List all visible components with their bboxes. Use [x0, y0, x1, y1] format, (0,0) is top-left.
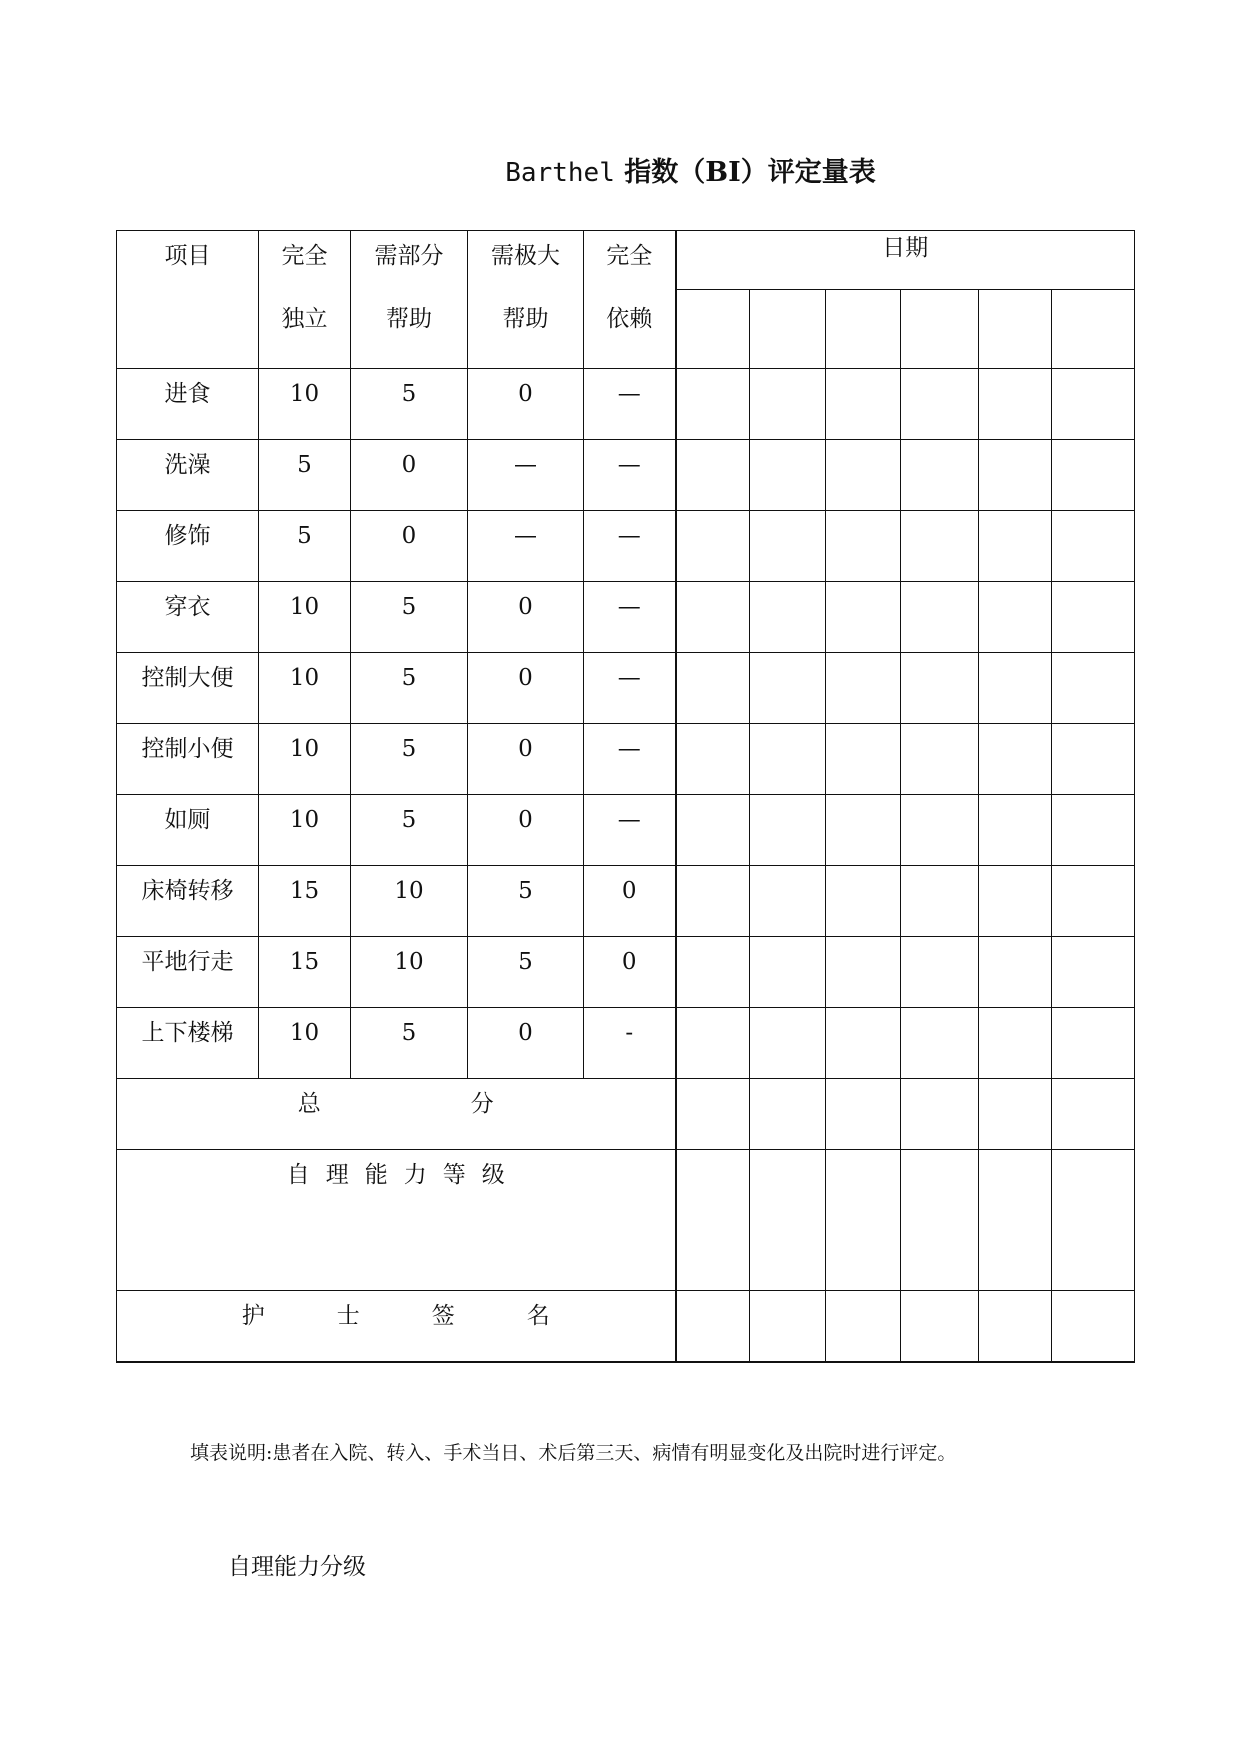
item-name: 上下楼梯 [117, 1008, 259, 1079]
item-name: 控制小便 [117, 724, 259, 795]
date-cell[interactable] [979, 290, 1052, 369]
table-row [117, 369, 1135, 440]
score-entry-cell[interactable] [979, 582, 1052, 653]
table-row [117, 866, 1135, 937]
score-entry-cell[interactable] [1052, 653, 1135, 724]
score-entry-cell[interactable] [676, 937, 750, 1008]
item-name: 进食 [117, 369, 259, 440]
barthel-table [116, 230, 1135, 1363]
score-entry-cell[interactable] [1052, 866, 1135, 937]
score-entry-cell[interactable] [979, 1008, 1052, 1079]
score-entry-cell[interactable] [750, 440, 826, 511]
score-option: 5 [468, 937, 584, 1008]
score-option: 0 [351, 440, 468, 511]
score-option: - [584, 1008, 676, 1079]
score-option: 15 [259, 937, 351, 1008]
score-entry-cell[interactable] [979, 795, 1052, 866]
score-entry-cell[interactable] [676, 795, 750, 866]
score-entry-cell[interactable] [676, 1008, 750, 1079]
table-row [117, 1008, 1135, 1079]
score-entry-cell[interactable] [750, 369, 826, 440]
score-option: 5 [351, 582, 468, 653]
score-option: 5 [351, 724, 468, 795]
score-entry-cell[interactable] [826, 369, 901, 440]
item-name: 修饰 [117, 511, 259, 582]
score-option: — [584, 369, 676, 440]
score-option: 10 [259, 795, 351, 866]
date-cell[interactable] [826, 290, 901, 369]
score-option: 10 [259, 582, 351, 653]
score-option: 5 [351, 1008, 468, 1079]
score-entry-cell[interactable] [750, 653, 826, 724]
score-entry-cell[interactable] [676, 369, 750, 440]
score-option: 0 [351, 511, 468, 582]
score-entry-cell[interactable] [676, 511, 750, 582]
score-entry-cell[interactable] [750, 937, 826, 1008]
score-entry-cell[interactable] [750, 1008, 826, 1079]
table-row [117, 440, 1135, 511]
score-entry-cell[interactable] [676, 724, 750, 795]
score-entry-cell[interactable] [1052, 795, 1135, 866]
score-entry-cell[interactable] [1052, 582, 1135, 653]
score-entry-cell[interactable] [901, 937, 979, 1008]
score-option: 5 [351, 653, 468, 724]
score-entry-cell[interactable] [979, 369, 1052, 440]
score-option: 0 [468, 1008, 584, 1079]
fill-instructions: 填表说明:患者在入院、转入、手术当日、术后第三天、病情有明显变化及出院时进行评定。 [190, 1442, 957, 1464]
score-option: — [584, 582, 676, 653]
score-entry-cell[interactable] [750, 795, 826, 866]
score-option: 0 [468, 795, 584, 866]
table-row [117, 511, 1135, 582]
score-option: 0 [468, 653, 584, 724]
score-option: — [584, 511, 676, 582]
header-date: 日期 [676, 231, 1135, 290]
score-option: 5 [259, 440, 351, 511]
score-option: — [584, 795, 676, 866]
score-option: 5 [259, 511, 351, 582]
score-entry-cell[interactable] [1052, 369, 1135, 440]
score-option: 10 [351, 937, 468, 1008]
header-independent: 完全 独立 [259, 231, 351, 369]
item-name: 如厕 [117, 795, 259, 866]
score-entry-cell[interactable] [826, 795, 901, 866]
score-option: — [468, 511, 584, 582]
score-entry-cell[interactable] [826, 937, 901, 1008]
score-entry-cell[interactable] [979, 724, 1052, 795]
item-name: 洗澡 [117, 440, 259, 511]
date-cell[interactable] [750, 290, 826, 369]
total-score-label: 总 分 [117, 1079, 676, 1150]
score-entry-cell[interactable] [901, 653, 979, 724]
table-row [117, 582, 1135, 653]
item-name: 控制大便 [117, 653, 259, 724]
score-entry-cell[interactable] [676, 440, 750, 511]
score-option: — [584, 724, 676, 795]
score-option: 10 [259, 653, 351, 724]
date-cell[interactable] [1052, 290, 1135, 369]
self-care-level-label: 自 理 能 力 等 级 [117, 1150, 676, 1291]
score-entry-cell[interactable] [901, 440, 979, 511]
score-option: 5 [351, 795, 468, 866]
score-option: 0 [584, 937, 676, 1008]
score-entry-cell[interactable] [1052, 440, 1135, 511]
date-cell[interactable] [901, 290, 979, 369]
score-option: 10 [259, 369, 351, 440]
score-entry-cell[interactable] [676, 582, 750, 653]
score-option: 15 [259, 866, 351, 937]
score-entry-cell[interactable] [826, 724, 901, 795]
score-entry-cell[interactable] [901, 369, 979, 440]
item-name: 穿衣 [117, 582, 259, 653]
score-entry-cell[interactable] [1052, 937, 1135, 1008]
score-entry-cell[interactable] [676, 653, 750, 724]
score-option: 5 [468, 866, 584, 937]
score-option: 0 [584, 866, 676, 937]
header-major-help: 需极大 帮助 [468, 231, 584, 369]
score-option: 10 [351, 866, 468, 937]
score-entry-cell[interactable] [901, 511, 979, 582]
score-option: 0 [468, 724, 584, 795]
score-entry-cell[interactable] [979, 653, 1052, 724]
table-row [117, 795, 1135, 866]
score-option: 0 [468, 369, 584, 440]
table-row [117, 653, 1135, 724]
score-entry-cell[interactable] [1052, 511, 1135, 582]
score-entry-cell[interactable] [901, 1008, 979, 1079]
score-option: 5 [351, 369, 468, 440]
score-option: 10 [259, 724, 351, 795]
score-option: — [584, 653, 676, 724]
score-option: 0 [468, 582, 584, 653]
table-row [117, 724, 1135, 795]
score-entry-cell[interactable] [826, 440, 901, 511]
score-entry-cell[interactable] [750, 582, 826, 653]
score-entry-cell[interactable] [750, 866, 826, 937]
table-row [117, 937, 1135, 1008]
score-entry-cell[interactable] [750, 724, 826, 795]
score-entry-cell[interactable] [676, 866, 750, 937]
score-entry-cell[interactable] [979, 440, 1052, 511]
score-option: 10 [259, 1008, 351, 1079]
score-entry-cell[interactable] [901, 724, 979, 795]
score-entry-cell[interactable] [901, 582, 979, 653]
score-entry-cell[interactable] [826, 582, 901, 653]
score-entry-cell[interactable] [1052, 724, 1135, 795]
header-dependent: 完全 依赖 [584, 231, 676, 369]
score-entry-cell[interactable] [1052, 1008, 1135, 1079]
nurse-signature-label: 护 士 签 名 [117, 1291, 676, 1363]
score-entry-cell[interactable] [901, 795, 979, 866]
score-option: — [584, 440, 676, 511]
score-entry-cell[interactable] [901, 866, 979, 937]
score-entry-cell[interactable] [979, 511, 1052, 582]
score-entry-cell[interactable] [826, 1008, 901, 1079]
score-entry-cell[interactable] [979, 866, 1052, 937]
score-entry-cell[interactable] [979, 937, 1052, 1008]
self-care-grade-heading: 自理能力分级 [228, 1554, 366, 1580]
score-entry-cell[interactable] [826, 653, 901, 724]
date-cell[interactable] [676, 290, 750, 369]
item-name: 床椅转移 [117, 866, 259, 937]
title-latin: Barthel [505, 158, 615, 188]
score-option: — [468, 440, 584, 511]
form-title [0, 150, 1241, 189]
score-entry-cell[interactable] [826, 511, 901, 582]
score-entry-cell[interactable] [750, 511, 826, 582]
header-partial-help: 需部分 帮助 [351, 231, 468, 369]
item-name: 平地行走 [117, 937, 259, 1008]
title-cjk: 指数（BI）评定量表 [624, 157, 876, 188]
header-item: 项目 [117, 231, 259, 369]
score-entry-cell[interactable] [826, 866, 901, 937]
